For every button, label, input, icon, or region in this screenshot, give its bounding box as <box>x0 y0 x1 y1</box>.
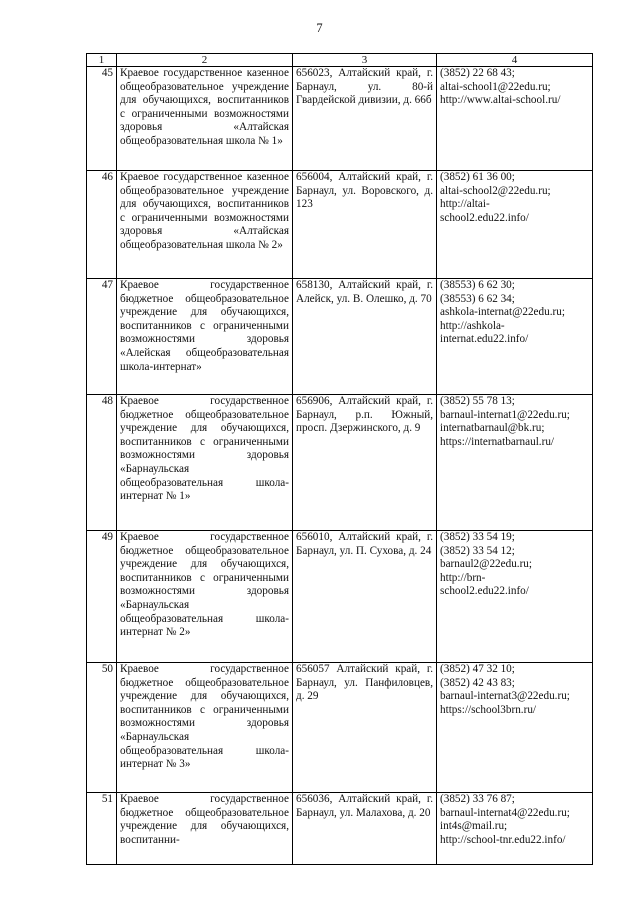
contact-phone: (3852) 33 54 12; <box>440 544 515 557</box>
contact-link[interactable]: ashkola-internat@22edu.ru; <box>440 306 565 319</box>
institution-name: Краевое государственное бюджетное общеобразовательное учреждение для обучающихся, воспитанников с ограниченными возможностями здоровья «Барнаульская общеобразовательная школа-интернат № 1» <box>117 395 293 531</box>
table-row <box>87 531 593 663</box>
institution-address: 658130, Алтайский край, г. Алейск, ул. В. Олешко, д. 70 <box>293 279 437 395</box>
page-number: 7 <box>316 21 323 35</box>
institution-contacts <box>437 171 593 279</box>
institution-address: 656057 Алтайский край, г. Барнаул, ул. Панфиловцев, д. 29 <box>293 663 437 793</box>
contact-phone: school2.edu22.info/ <box>440 585 529 598</box>
institution-name: Краевое государственное казенное общеобразовательное учреждение для обучающихся, воспитанников с ограниченными возможностями здоровья «Алтайская общеобразовательная школа № 2» <box>117 171 293 279</box>
contact-phone: (3852) 47 32 10; <box>440 663 515 675</box>
contact-phone: internat.edu22.info/ <box>440 333 529 346</box>
institution-contacts <box>437 67 593 171</box>
column-number-row <box>87 54 593 67</box>
column-header-2: 2 <box>117 54 293 67</box>
contact-link[interactable]: barnaul-internat4@22edu.ru; <box>440 806 570 819</box>
institution-address: 656023, Алтайский край, г. Барнаул, ул. 80-й Гвардейской дивизии, д. 66б <box>293 67 437 171</box>
contact-link[interactable]: http://www.altai-school.ru/ <box>440 94 561 107</box>
contact-phone: school2.edu22.info/ <box>440 211 529 224</box>
institution-name: Краевое государственное бюджетное общеобразовательное учреждение для обучающихся, воспитанни- <box>117 793 293 865</box>
institution-name: Краевое государственное казенное общеобразовательное учреждение для обучающихся, воспитанников с ограниченными возможностями здоровья «Алтайская общеобразовательная школа № 1» <box>117 67 293 171</box>
contact-link[interactable]: https://internatbarnaul.ru/ <box>440 435 555 448</box>
contact-link[interactable]: http://ashkola- <box>440 319 505 332</box>
institution-address: 656004, Алтайский край, г. Барнаул, ул. Воровского, д. 123 <box>293 171 437 279</box>
contact-link[interactable]: internatbarnaul@bk.ru; <box>440 422 545 435</box>
institution-address: 656906, Алтайский край, г. Барнаул, р.п. Южный, просп. Дзержинского, д. 9 <box>293 395 437 531</box>
institution-contacts <box>437 279 593 395</box>
contact-link[interactable]: http://school-tnr.edu22.info/ <box>440 833 566 846</box>
table-row <box>87 663 593 793</box>
contact-phone: (3852) 22 68 43; <box>440 67 515 79</box>
table-row <box>87 793 593 865</box>
row-number: 49 <box>87 531 117 663</box>
contact-phone: (3852) 33 54 19; <box>440 531 515 543</box>
institution-contacts <box>437 531 593 663</box>
contact-link[interactable]: altai-school2@22edu.ru; <box>440 184 551 197</box>
contact-phone: (3852) 33 76 87; <box>440 793 515 805</box>
institution-name: Краевое государственное бюджетное общеобразовательное учреждение для обучающихся, воспитанников с ограниченными возможностями здоровья «Барнаульская общеобразовательная школа-интернат № 3» <box>117 663 293 793</box>
table-row <box>87 67 593 171</box>
institution-contacts <box>437 793 593 865</box>
row-number: 51 <box>87 793 117 865</box>
contact-link[interactable]: http://brn- <box>440 571 486 584</box>
institution-contacts <box>437 395 593 531</box>
row-number: 45 <box>87 67 117 171</box>
contact-link[interactable]: http://altai- <box>440 198 490 211</box>
institutions-table <box>86 53 593 865</box>
contact-phone: (3852) 55 78 13; <box>440 395 515 407</box>
table-row <box>87 171 593 279</box>
contact-phone: (38553) 6 62 30; <box>440 279 515 291</box>
institution-address: 656036, Алтайский край, г. Барнаул, ул. Малахова, д. 20 <box>293 793 437 865</box>
row-number: 50 <box>87 663 117 793</box>
contact-phone: (3852) 42 43 83; <box>440 676 515 689</box>
column-header-4: 4 <box>437 54 593 67</box>
column-header-3: 3 <box>293 54 437 67</box>
table-row <box>87 395 593 531</box>
institution-contacts <box>437 663 593 793</box>
row-number: 48 <box>87 395 117 531</box>
contact-link[interactable]: altai-school1@22edu.ru; <box>440 80 551 93</box>
contact-link[interactable]: barnaul-internat3@22edu.ru; <box>440 690 570 703</box>
contact-phone: (3852) 61 36 00; <box>440 171 515 183</box>
contact-link[interactable]: barnaul2@22edu.ru; <box>440 558 533 571</box>
row-number: 46 <box>87 171 117 279</box>
table-row <box>87 279 593 395</box>
institution-name: Краевое государственное бюджетное общеобразовательное учреждение для обучающихся, воспитанников с ограниченными возможностями здоровья «Барнаульская общеобразовательная школа-интернат № 2» <box>117 531 293 663</box>
contact-link[interactable]: int4s@mail.ru; <box>440 820 508 833</box>
contact-link[interactable]: https://school3brn.ru/ <box>440 703 537 716</box>
institution-address: 656010, Алтайский край, г. Барнаул, ул. П. Сухова, д. 24 <box>293 531 437 663</box>
contact-link[interactable]: barnaul-internat1@22edu.ru; <box>440 408 570 421</box>
contact-phone: (38553) 6 62 34; <box>440 292 515 305</box>
institution-name: Краевое государственное бюджетное общеобразовательное учреждение для обучающихся, воспитанников с ограниченными возможностями здоровья «Алейская общеобразовательная школа-интернат» <box>117 279 293 395</box>
table-body <box>87 54 593 865</box>
column-header-1: 1 <box>87 54 117 67</box>
row-number: 47 <box>87 279 117 395</box>
